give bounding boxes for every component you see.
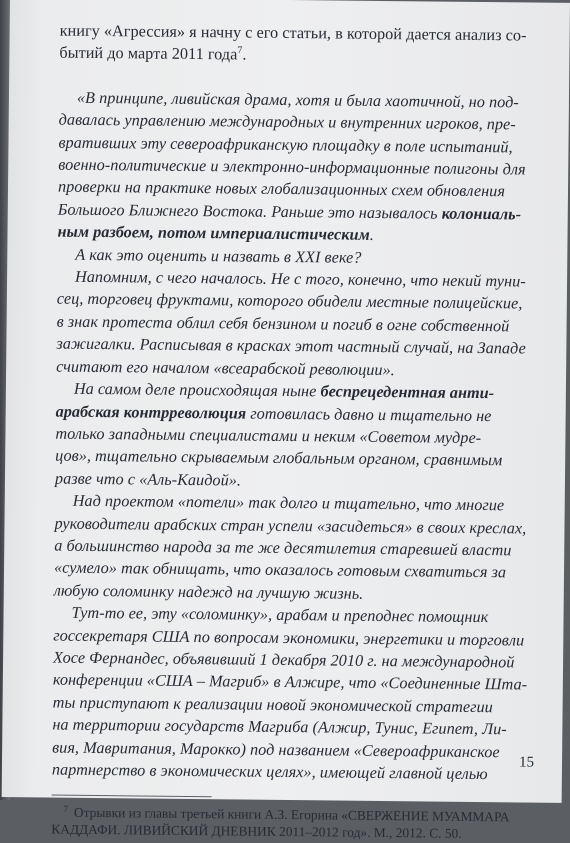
text-line: а большинство народа за те же десятилетия старевшей власти bbox=[54, 536, 512, 560]
footnote: $^7$ Отрывки из главы третьей книги А.З. Егорина «СВЕРЖЕНИЕ МУАММАРА bbox=[63, 803, 510, 825]
text-line: арабская контрреволюция готовилась давно и тщательно не bbox=[55, 402, 492, 425]
text-line: А как это оценить и назвать в XXI веке? bbox=[75, 245, 362, 267]
text-line: «сумело» так обнищать, что оказалось готовым схватиться за bbox=[53, 558, 507, 582]
text-line: партнерство в экономических целях», имеющей главной целью bbox=[51, 760, 488, 784]
footnote-number: 7 bbox=[63, 803, 69, 814]
bold-emphasis: беспрецедентная анти- bbox=[320, 382, 495, 403]
text-line: Над проектом «потели» так долго и тщательно, что многие bbox=[72, 491, 505, 515]
footnote-divider bbox=[52, 795, 212, 798]
text-line: считают его началом «всеарабской революции». bbox=[56, 357, 395, 379]
book-page bbox=[2, 0, 570, 842]
text-line: руководители арабских стран успели «засидеться» в своих креслах, bbox=[54, 514, 527, 538]
text-line: ным разбоем, потом империалистическим. bbox=[57, 222, 374, 245]
text-line: «В принципе, ливийская драма, хотя и была хаотичной, но под- bbox=[76, 88, 519, 112]
bold-emphasis: ным разбоем, потом империалистическим bbox=[57, 222, 370, 245]
intro-line: книгу «Агрессия» я начну с его статьи, в которой дается анализ со- bbox=[59, 21, 527, 45]
text-line: вративших эту североафриканскую площадку в поле испытаний, bbox=[58, 133, 513, 156]
quoted-passage bbox=[52, 86, 551, 786]
text-line: сец, торговец фруктами, которого обидели местные полицейские, bbox=[56, 290, 523, 313]
bold-emphasis: колониаль- bbox=[441, 204, 522, 224]
text-line: конференции «США – Магриб» в Алжире, что «Соединенные Шта- bbox=[52, 670, 528, 694]
bold-emphasis: арабская контрреволюция bbox=[55, 402, 247, 423]
text-line: Напомним, с чего началось. Не с того, конечно, что некий туни- bbox=[74, 267, 526, 291]
text-line: любую соломинку надежд на лучшую жизнь. bbox=[53, 581, 364, 603]
text-line: на территории государств Магриба (Алжир, Тунис, Египет, Ли- bbox=[52, 715, 507, 739]
text-line: разве что с «Аль-Каидой». bbox=[54, 469, 242, 490]
text-line: военно-политические и электронно-информационные полигоны для bbox=[58, 155, 526, 179]
text-line: в знак протеста облил себя бензином и погиб в огне собственной bbox=[56, 312, 510, 336]
text-line: проверки на практике новых глобализационных схем обновления bbox=[57, 178, 506, 201]
intro-line: бытий до марта 2011 года$^7$. bbox=[59, 43, 247, 64]
text-line: На самом деле происходящая ныне беспрецедентная анти- bbox=[73, 379, 495, 403]
text-line: вия, Мавритания, Марокко) под названием «Североафриканское bbox=[52, 738, 500, 761]
text-line: только западными специалистами и неким «Советом мудре- bbox=[55, 424, 482, 447]
footnote: КАДДАФИ. ЛИВИЙСКИЙ ДНЕВНИК 2011–2012 год». М., 2012. С. 50. bbox=[51, 821, 462, 842]
text-line: ты приступают к реализации новой экономической стратегии bbox=[52, 693, 493, 716]
text-line: Хосе Фернандес, объявивший 1 декабря 2010 г. на международной bbox=[53, 648, 515, 672]
text-line: Тут-то ее, эту «соломинку», арабам и преподнес помощник bbox=[71, 603, 489, 627]
text-line: цов», тщательно скрываемым глобальным органом, сравнимым bbox=[55, 446, 503, 470]
page-number: 15 bbox=[518, 754, 535, 771]
footnote-reference: 7 bbox=[237, 45, 243, 57]
text-line: зажигалки. Расписывая в красках этот частный случай, на Западе bbox=[56, 334, 526, 358]
text-line: давалась управлению международных и внутренних игроков, пре- bbox=[58, 110, 516, 134]
text-line: госсекретаря США по вопросам экономики, энергетики и торговли bbox=[53, 626, 525, 650]
text-line: Большого Ближнего Востока. Раньше это называлось колониаль- bbox=[57, 200, 522, 224]
